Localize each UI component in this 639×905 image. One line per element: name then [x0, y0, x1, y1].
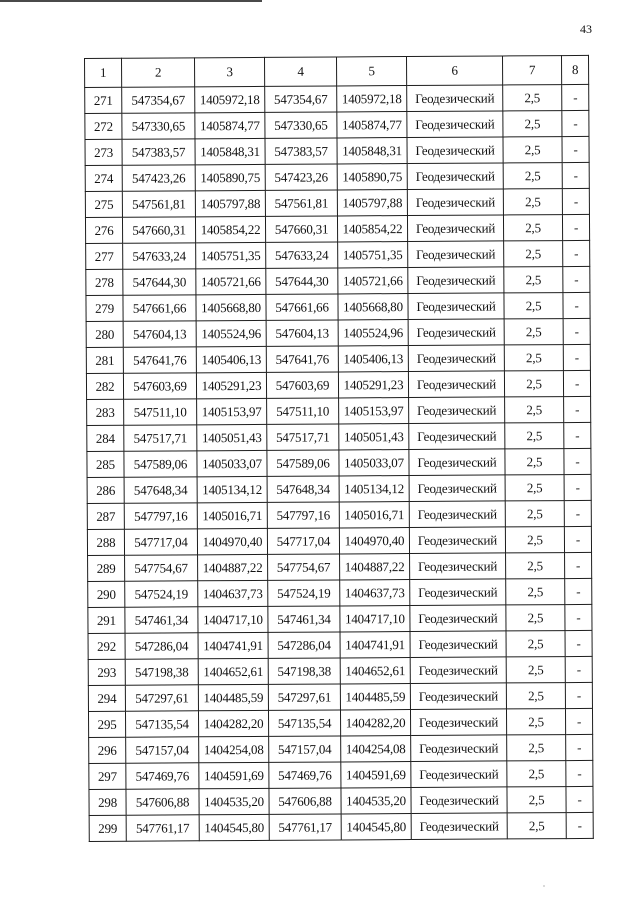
table-cell: -: [565, 552, 592, 578]
table-cell: 1405016,71: [339, 502, 409, 528]
table-cell: 547589,06: [124, 451, 197, 477]
table-cell: 547589,06: [267, 450, 339, 476]
table-row: [85, 188, 589, 217]
table-row: [85, 136, 589, 165]
table-cell: 547286,04: [268, 632, 340, 658]
table-cell: 547717,04: [267, 528, 339, 554]
table-cell: 1404485,59: [198, 684, 268, 710]
table-cell: Геодезический: [410, 657, 506, 684]
table-cell: 547423,26: [122, 165, 195, 191]
table-cell: 2,5: [506, 553, 565, 579]
table-cell: -: [566, 760, 593, 786]
table-cell: -: [562, 162, 589, 188]
table-cell: 547603,69: [123, 373, 196, 399]
table-row: [86, 292, 590, 321]
header-cell: 7: [502, 56, 561, 85]
table-cell: 2,5: [506, 709, 565, 735]
table-cell: -: [564, 526, 591, 552]
table-cell: 1404535,20: [199, 788, 269, 814]
table-cell: 2,5: [504, 345, 563, 371]
table-cell: 547330,65: [122, 113, 195, 139]
table-row: [86, 344, 590, 373]
table-cell: 288: [87, 529, 124, 555]
table-cell: -: [565, 656, 592, 682]
table-row: [87, 474, 591, 503]
table-cell: 1404741,91: [340, 632, 410, 658]
table-cell: 1405972,18: [337, 86, 407, 112]
table-cell: 547354,67: [122, 87, 195, 113]
table-cell: 2,5: [506, 579, 565, 605]
table-cell: 547641,76: [123, 347, 196, 373]
table-cell: 547660,31: [265, 216, 337, 242]
table-cell: 547157,04: [126, 737, 199, 763]
table-cell: 276: [85, 217, 122, 243]
table-cell: 297: [89, 763, 126, 789]
table-cell: 547511,10: [124, 399, 197, 425]
table-cell: 292: [88, 633, 125, 659]
table-cell: 1405051,43: [197, 424, 267, 450]
table-cell: 1404485,59: [340, 684, 410, 710]
table-cell: -: [564, 500, 591, 526]
table-cell: 1405890,75: [337, 164, 407, 190]
table-cell: 1405874,77: [195, 112, 265, 138]
table-cell: -: [563, 292, 590, 318]
table-cell: 272: [85, 113, 122, 139]
table-cell: -: [564, 448, 591, 474]
table-cell: 278: [86, 269, 123, 295]
table-cell: 1405854,22: [337, 216, 407, 242]
table-cell: 547633,24: [123, 243, 196, 269]
table-cell: 296: [89, 737, 126, 763]
table-cell: 1405291,23: [196, 372, 266, 398]
table-cell: 547524,19: [125, 581, 198, 607]
table-cell: 547660,31: [122, 217, 195, 243]
table-cell: 2,5: [507, 761, 566, 787]
table-row: [88, 682, 592, 711]
table-cell: 1404254,08: [341, 736, 411, 762]
table-cell: 2,5: [506, 657, 565, 683]
table-cell: 1405848,31: [195, 138, 265, 164]
table-cell: 1405051,43: [339, 424, 409, 450]
table-row: [88, 552, 592, 581]
table-cell: 2,5: [507, 735, 566, 761]
table-cell: 1404254,08: [199, 736, 269, 762]
table-cell: Геодезический: [408, 371, 504, 398]
table-cell: Геодезический: [407, 163, 503, 190]
table-cell: 2,5: [505, 397, 564, 423]
table-cell: 547524,19: [268, 580, 340, 606]
table-cell: 547604,13: [266, 320, 338, 346]
table-cell: 285: [87, 451, 124, 477]
table-cell: 547469,76: [269, 762, 341, 788]
table-cell: 1405134,12: [197, 476, 267, 502]
table-cell: 547633,24: [266, 242, 338, 268]
table-cell: Геодезический: [408, 293, 504, 320]
table-cell: 547648,34: [124, 477, 197, 503]
table-row: [85, 110, 589, 139]
table-cell: 290: [88, 581, 125, 607]
table-cell: 295: [88, 711, 125, 737]
table-cell: Геодезический: [407, 137, 503, 164]
table-cell: Геодезический: [407, 189, 503, 216]
table-cell: 547603,69: [266, 372, 338, 398]
table-cell: 2,5: [503, 137, 562, 163]
table-cell: 1404652,61: [340, 658, 410, 684]
table-cell: 547644,30: [266, 268, 338, 294]
table-cell: -: [562, 214, 589, 240]
table-cell: 547517,71: [124, 425, 197, 451]
table-cell: 547648,34: [267, 476, 339, 502]
table-cell: -: [563, 318, 590, 344]
header-cell: 8: [561, 55, 588, 84]
table-cell: 1405153,97: [197, 398, 267, 424]
table-cell: 1405854,22: [195, 216, 265, 242]
table-cell: 547641,76: [266, 346, 338, 372]
table-cell: 547761,17: [126, 815, 199, 841]
table-cell: 2,5: [503, 163, 562, 189]
table-cell: 293: [88, 659, 125, 685]
table-cell: 271: [85, 87, 122, 113]
table-cell: Геодезический: [407, 111, 503, 138]
table-cell: 1404652,61: [198, 658, 268, 684]
table-cell: -: [564, 422, 591, 448]
table-cell: 1405890,75: [195, 164, 265, 190]
table-cell: 1404282,20: [340, 710, 410, 736]
table-cell: Геодезический: [410, 631, 506, 658]
table-cell: Геодезический: [409, 423, 505, 450]
table-cell: 273: [85, 139, 122, 165]
table-cell: -: [562, 136, 589, 162]
table-cell: -: [565, 604, 592, 630]
table-row: [89, 812, 593, 841]
table-cell: 1405972,18: [195, 86, 265, 112]
table-cell: 2,5: [503, 85, 562, 111]
table-cell: 1405406,13: [338, 346, 408, 372]
table-cell: 1405848,31: [337, 138, 407, 164]
header-cell: 5: [336, 57, 406, 86]
top-rule: [0, 0, 262, 2]
table-cell: -: [562, 110, 589, 136]
table-cell: 275: [85, 191, 122, 217]
table-cell: 1405797,88: [195, 190, 265, 216]
table-cell: 277: [86, 243, 123, 269]
table-row: [89, 734, 593, 763]
table-cell: 547330,65: [265, 112, 337, 138]
table-row: [86, 240, 590, 269]
table-cell: 1405721,66: [338, 268, 408, 294]
table-cell: 1404282,20: [198, 710, 268, 736]
table-cell: 1405524,96: [196, 320, 266, 346]
table-row: [87, 396, 591, 425]
table-cell: 1405874,77: [337, 112, 407, 138]
table-cell: 1404741,91: [198, 632, 268, 658]
table-cell: 547604,13: [123, 321, 196, 347]
table-cell: 547423,26: [265, 164, 337, 190]
table-cell: -: [562, 188, 589, 214]
table-cell: Геодезический: [411, 813, 507, 840]
coordinates-table: [84, 55, 594, 842]
table-cell: Геодезический: [410, 605, 506, 632]
table-row: [87, 422, 591, 451]
header-cell: 1: [85, 58, 122, 87]
table-row: [87, 526, 591, 555]
table-cell: 279: [86, 295, 123, 321]
table-cell: -: [565, 630, 592, 656]
table-cell: 547661,66: [266, 294, 338, 320]
table-cell: -: [563, 344, 590, 370]
table-cell: 547383,57: [265, 138, 337, 164]
table-cell: 1405016,71: [197, 502, 267, 528]
table-cell: 1404545,80: [199, 814, 269, 840]
table-cell: 1405153,97: [339, 398, 409, 424]
table-cell: 2,5: [503, 111, 562, 137]
table-cell: Геодезический: [408, 241, 504, 268]
table-cell: 1404591,69: [199, 762, 269, 788]
table-row: [85, 84, 589, 113]
table-cell: Геодезический: [409, 501, 505, 528]
table-cell: 2,5: [503, 189, 562, 215]
table-cell: 547606,88: [269, 788, 341, 814]
page-number: 43: [580, 22, 592, 36]
table-cell: 2,5: [505, 423, 564, 449]
table-cell: -: [564, 396, 591, 422]
table-cell: 547797,16: [267, 502, 339, 528]
table-cell: 1405721,66: [196, 268, 266, 294]
table-row: [85, 162, 589, 191]
table-cell: 1405751,35: [196, 242, 266, 268]
table-cell: 2,5: [504, 267, 563, 293]
table-cell: Геодезический: [411, 787, 507, 814]
table-cell: 1405751,35: [338, 242, 408, 268]
table-cell: Геодезический: [408, 319, 504, 346]
table-cell: 547511,10: [267, 398, 339, 424]
table-cell: 1405406,13: [196, 346, 266, 372]
table-cell: Геодезический: [411, 735, 507, 762]
table-row: [86, 370, 590, 399]
table-cell: 282: [86, 373, 123, 399]
table-cell: Геодезический: [410, 579, 506, 606]
table-row: [86, 318, 590, 347]
header-cell: 4: [264, 57, 336, 86]
table-cell: 1404637,73: [198, 580, 268, 606]
table-cell: -: [563, 370, 590, 396]
table-row: [88, 578, 592, 607]
table-cell: 283: [87, 399, 124, 425]
table-cell: 1404717,10: [198, 606, 268, 632]
table-cell: 547717,04: [124, 529, 197, 555]
table-cell: 547286,04: [125, 633, 198, 659]
table-row: [87, 448, 591, 477]
table-cell: 1404887,22: [340, 554, 410, 580]
table-cell: 1405524,96: [338, 320, 408, 346]
table-cell: 2,5: [506, 605, 565, 631]
table-cell: 547297,61: [268, 684, 340, 710]
table-cell: 1404970,40: [339, 528, 409, 554]
table-cell: -: [563, 240, 590, 266]
table-cell: 299: [89, 815, 126, 841]
table-header-row: [85, 55, 589, 87]
table-cell: 2,5: [504, 371, 563, 397]
table-cell: 2,5: [507, 787, 566, 813]
table-cell: 547754,67: [268, 554, 340, 580]
table-cell: Геодезический: [410, 553, 506, 580]
table-cell: 547135,54: [268, 710, 340, 736]
table-cell: -: [565, 708, 592, 734]
table-cell: -: [566, 734, 593, 760]
table-cell: -: [566, 812, 593, 838]
table-row: [89, 786, 593, 815]
header-cell: 6: [406, 56, 502, 86]
table-cell: 2,5: [506, 631, 565, 657]
table-cell: 547797,16: [124, 503, 197, 529]
table-cell: Геодезический: [410, 683, 506, 710]
table-cell: 281: [86, 347, 123, 373]
table-cell: 1405134,12: [339, 476, 409, 502]
table-cell: -: [565, 682, 592, 708]
table-cell: 2,5: [504, 319, 563, 345]
table-cell: 547461,34: [125, 607, 198, 633]
header-cell: 2: [122, 58, 195, 87]
table-cell: 547561,81: [265, 190, 337, 216]
table-cell: 1404717,10: [340, 606, 410, 632]
table-cell: 274: [85, 165, 122, 191]
table-cell: Геодезический: [411, 761, 507, 788]
table-cell: 291: [88, 607, 125, 633]
table-cell: Геодезический: [409, 527, 505, 554]
table-cell: -: [564, 474, 591, 500]
table-cell: 284: [87, 425, 124, 451]
table-cell: Геодезический: [408, 267, 504, 294]
scan-speck: [543, 885, 545, 887]
table-cell: 547354,67: [265, 86, 337, 112]
table-cell: 294: [88, 685, 125, 711]
header-cell: 3: [195, 57, 265, 86]
table-cell: 547754,67: [125, 555, 198, 581]
table-cell: 280: [86, 321, 123, 347]
table-row: [88, 656, 592, 685]
table-cell: -: [566, 786, 593, 812]
table-cell: 547606,88: [126, 789, 199, 815]
table-cell: 287: [87, 503, 124, 529]
table-cell: 547157,04: [269, 736, 341, 762]
table-row: [89, 760, 593, 789]
table-cell: Геодезический: [408, 345, 504, 372]
table-cell: 1405033,07: [197, 450, 267, 476]
table-cell: 298: [89, 789, 126, 815]
table-cell: 2,5: [506, 683, 565, 709]
table-cell: 547198,38: [125, 659, 198, 685]
table-cell: 2,5: [504, 241, 563, 267]
table-cell: 2,5: [505, 527, 564, 553]
table-cell: 2,5: [505, 475, 564, 501]
table-cell: 286: [87, 477, 124, 503]
table-cell: -: [562, 84, 589, 110]
table-cell: Геодезический: [407, 85, 503, 112]
table-cell: 1405291,23: [338, 372, 408, 398]
table-cell: Геодезический: [410, 709, 506, 736]
table-cell: 1405668,80: [338, 294, 408, 320]
table-cell: 547761,17: [269, 814, 341, 840]
table-row: [88, 630, 592, 659]
table-cell: 1404887,22: [198, 554, 268, 580]
table-cell: 1405033,07: [339, 450, 409, 476]
table-cell: 1405797,88: [337, 190, 407, 216]
table-cell: 2,5: [505, 449, 564, 475]
table-cell: 2,5: [505, 501, 564, 527]
table-cell: Геодезический: [409, 449, 505, 476]
table-cell: 547198,38: [268, 658, 340, 684]
table-cell: 547469,76: [126, 763, 199, 789]
table-row: [88, 708, 592, 737]
table-row: [88, 604, 592, 633]
table-cell: 1404545,80: [341, 814, 411, 840]
table-cell: 547517,71: [267, 424, 339, 450]
table-cell: 1404970,40: [197, 528, 267, 554]
table-cell: 1404591,69: [341, 762, 411, 788]
table-cell: Геодезический: [409, 475, 505, 502]
table-cell: 1405668,80: [196, 294, 266, 320]
table-cell: -: [565, 578, 592, 604]
table-cell: Геодезический: [409, 397, 505, 424]
table-row: [87, 500, 591, 529]
table-row: [85, 214, 589, 243]
table-cell: Геодезический: [407, 215, 503, 242]
table-cell: 547561,81: [122, 191, 195, 217]
table-cell: 2,5: [507, 813, 566, 839]
table-cell: 547297,61: [125, 685, 198, 711]
table-cell: 1404535,20: [341, 788, 411, 814]
table-cell: 547383,57: [122, 139, 195, 165]
table-cell: 547135,54: [125, 711, 198, 737]
table-row: [86, 266, 590, 295]
table-cell: 2,5: [503, 215, 562, 241]
table-cell: 547461,34: [268, 606, 340, 632]
table-cell: 547661,66: [123, 295, 196, 321]
table-cell: 2,5: [504, 293, 563, 319]
table-cell: 289: [88, 555, 125, 581]
table-cell: 547644,30: [123, 269, 196, 295]
table-cell: 1404637,73: [340, 580, 410, 606]
table-cell: -: [563, 266, 590, 292]
